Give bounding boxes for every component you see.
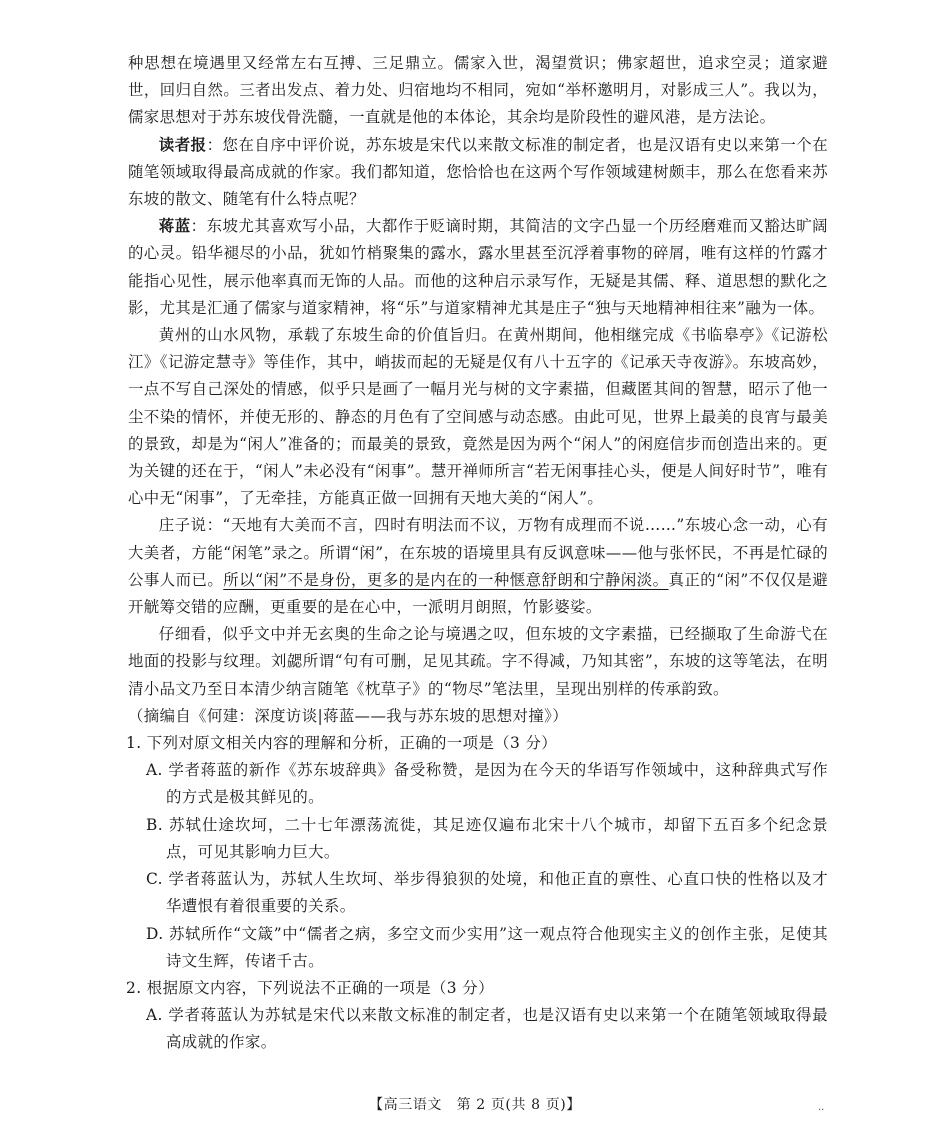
page-footer: 【高三语文 第 2 页(共 8 页)】 <box>369 1097 581 1113</box>
question-2 <box>128 975 828 1057</box>
passage-paragraph-4: 黄州的山水风物，承载了东坡生命的价值旨归。在黄州期间，他相继完成《书临皋亭》《记游松江》《记游定慧寺》等佳作，其中，峭拔而起的无疑是仅有八十五字的《记承天寺夜游》。东坡高妙，一点不写自己深处的情感，似乎只是画了一幅月光与树的文字素描，但藏匿其间的智慧，昭示了他一尘不染的情怀，并使无形的、静态的月色有了空间感与动态感。由此可见，世界上最美的良宵与最美的景致，却是为“闲人”准备的；而最美的景致，竟然是因为两个“闲人”的闲庭信步而创造出来的。更为关键的还在于，“闲人”未必没有“闲事”。慧开禅师所言“若无闲事挂心头，便是人间好时节”，唯有心中无“闲事”，了无牵挂，方能真正做一回拥有天地大美的“闲人”。 <box>128 326 828 508</box>
paragraph-text: 庄子说：“天地有大美而不言，四时有明法而不议，万物有成理而不说……”东坡心念一动，心有大美者，方能“闲笔”录之。所谓“闲”，在东坡的语境里具有反讽意味——他与张怀民，不再是忙碌的公事人而已。 <box>128 516 828 589</box>
passage-paragraph-5 <box>128 512 828 621</box>
paragraph-text: 真正的“闲”不仅仅是避开觥筹交错的应酬，更重要的是在心中，一派明月朗照，竹影婆娑。 <box>128 570 829 617</box>
option-c: C. 学者蒋蓝认为，苏轼人生坎坷、举步得狼狈的处境，和他正直的禀性、心直口快的性格以及才华遭恨有着很重要的关系。 <box>146 870 828 916</box>
page-content <box>128 50 828 1057</box>
source-citation: （摘编自《何建：深度访谈|蒋蓝——我与苏东坡的思想对撞》） <box>128 706 569 725</box>
option-a: A. 学者蒋蓝的新作《苏东坡辞典》备受称赞，是因为在今天的华语写作领域中，这种辞典式写作的方式是极其鲜见的。 <box>146 761 828 807</box>
speaker-label: 读者报 <box>158 135 207 154</box>
question-stem: 2. 根据原文内容，下列说法不正确的一项是（3 分） <box>126 978 494 997</box>
paragraph-text: ：您在自序中评价说，苏东坡是宋代以来散文标准的制定者，也是汉语有史以来第一个在随笔领域取得最高成就的作家。我们都知道，您恰恰也在这两个写作领域建树颇丰，那么在您看来苏东坡的散文、随笔有什么特点呢？ <box>128 135 828 209</box>
passage-paragraph-3 <box>128 213 828 322</box>
passage-paragraph-1: 种思想在境遇里又经常左右互搏、三足鼎立。儒家入世，渴望赏识；佛家超世，追求空灵；道家避世，回归自然。三者出发点、着力处、归宿地均不相同，宛如“举杯邀明月，对影成三人”。我以为，儒家思想对于苏东坡伐骨洗髓，一直就是他的本体论，其余均是阶段性的避风港，是方法论。 <box>128 54 828 127</box>
corner-mark: .. <box>818 1102 825 1113</box>
passage-paragraph-6: 仔细看，似乎文中并无玄奥的生命之论与境遇之叹，但东坡的文字素描，已经撷取了生命游弋在地面的投影与纹理。刘勰所谓“句有可删，足见其疏。字不得减，乃知其密”，东坡的这等笔法，在明清小品文乃至日本清少纳言随笔《枕草子》的“物尽”笔法里，呈现出别样的传承韵致。 <box>128 625 828 698</box>
option-b: B. 苏轼仕途坎坷，二十七年漂荡流徙，其足迹仅遍布北宋十八个城市，却留下五百多个纪念景点，可见其影响力巨大。 <box>146 815 828 861</box>
question-1 <box>128 730 828 975</box>
option-d: D. 苏轼所作“文箴”中“儒者之病，多空文而少实用”这一观点符合他现实主义的创作主张，足使其诗文生辉，传诸千古。 <box>146 924 828 970</box>
passage-paragraph-2 <box>128 132 828 214</box>
speaker-label: 蒋蓝 <box>158 217 191 236</box>
option-a: A. 学者蒋蓝认为苏轼是宋代以来散文标准的制定者，也是汉语有史以来第一个在随笔领域取得最高成就的作家。 <box>146 1006 828 1052</box>
underlined-sentence: 所以“闲”不是身份，更多的是内在的一种惬意舒朗和宁静闲淡。 <box>223 570 669 589</box>
question-stem: 1. 下列对原文相关内容的理解和分析，正确的一项是（3 分） <box>126 734 558 753</box>
paragraph-text: ：东坡尤其喜欢写小品，大都作于贬谪时期，其简洁的文字凸显一个历经磨难而又豁达旷阔的心灵。铅华褪尽的小品，犹如竹梢聚集的露水，露水里甚至沉浮着事物的碎屑，唯有这样的竹露才能指心见性，展示他率真而无饰的人品。而他的这种启示录写作，无疑是其儒、释、道思想的默化之影，尤其是汇通了儒家与道家精神，将“乐”与道家精神尤其是庄子“独与天地精神相往来”融为一体。 <box>128 217 828 317</box>
